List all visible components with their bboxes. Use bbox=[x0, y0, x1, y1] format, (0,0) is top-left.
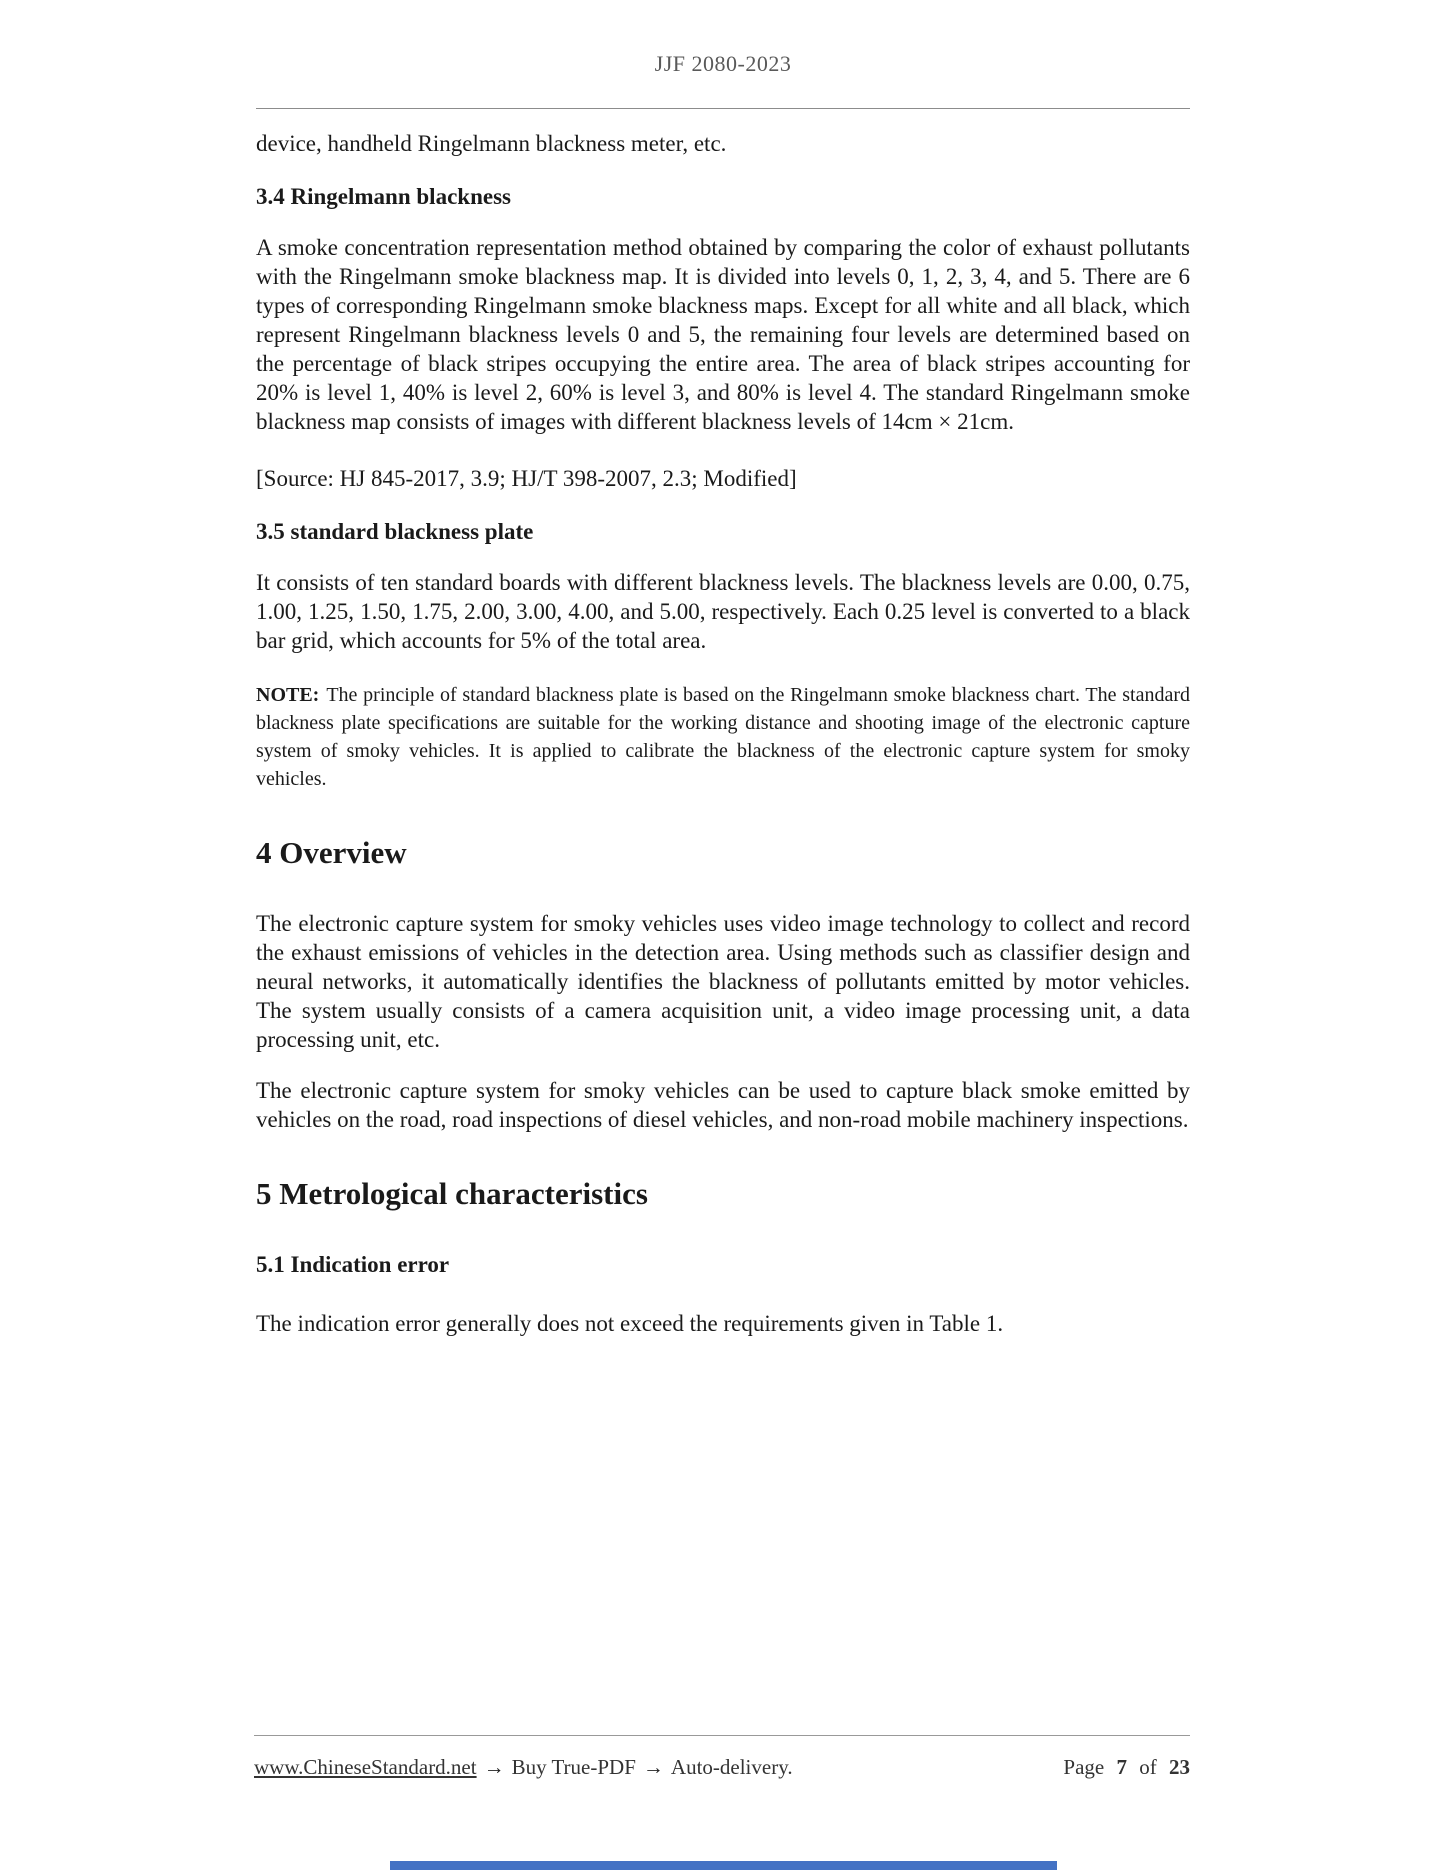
section-3-4-heading: 3.4 Ringelmann blackness bbox=[256, 184, 511, 209]
section-3-4-paragraph: A smoke concentration representation method obtained by comparing the color of exhaust pollutants with the Ringelmann smoke blackness map. It is divided into levels 0, 1, 2, 3, 4, and 5. There are 6 types of corresponding Ringelmann smoke blackness maps. Except for all white and all black, which represent Ringelmann blackness levels 0 and 5, the remaining four levels are determined based on the percentage of black stripes occupying the entire area. The area of black stripes accounting for 20% is level 1, 40% is level 2, 60% is level 3, and 80% is level 4. The standard Ringelmann smoke blackness map consists of images with different blackness levels of 14cm × 21cm. bbox=[256, 235, 1190, 434]
note-paragraph bbox=[256, 681, 1190, 793]
section-4-paragraph-2: The electronic capture system for smoky vehicles can be used to capture black smoke emitted by vehicles on the road, road inspections of diesel vehicles, and non-road mobile machinery inspections. bbox=[256, 1078, 1190, 1132]
bottom-accent-bar bbox=[390, 1861, 1057, 1870]
footer-rule bbox=[254, 1735, 1190, 1736]
section-4-heading: 4 Overview bbox=[256, 835, 407, 870]
source-reference-line: [Source: HJ 845-2017, 3.9; HJ/T 398-2007, 2.3; Modified] bbox=[256, 466, 797, 491]
arrow-right-icon: → bbox=[483, 1755, 505, 1779]
note-text: The principle of standard blackness plate is based on the Ringelmann smoke blackness chart. The standard blackness plate specifications are suitable for the working distance and shooting image of the electronic capture system of smoky vehicles. It is applied to calibrate the blackness of the electronic capture system for smoky vehicles. bbox=[256, 684, 1190, 790]
section-5-1-paragraph: The indication error generally does not exceed the requirements given in Table 1. bbox=[256, 1311, 1004, 1336]
section-3-5-heading: 3.5 standard blackness plate bbox=[256, 519, 534, 544]
of-word: of bbox=[1139, 1755, 1157, 1779]
page-footer bbox=[254, 1752, 1190, 1782]
total-page-number: 23 bbox=[1169, 1755, 1190, 1779]
note-label: NOTE: bbox=[256, 684, 320, 706]
section-5-1-heading: 5.1 Indication error bbox=[256, 1252, 450, 1277]
section-3-5-paragraph: It consists of ten standard boards with different blackness levels. The blackness levels are 0.00, 0.75, 1.00, 1.25, 1.50, 1.75, 2.00, 3.00, 4.00, and 5.00, respectively. Each 0.25 level is converted to a black bar grid, which accounts for 5% of the total area. bbox=[256, 570, 1190, 653]
current-page-number: 7 bbox=[1116, 1755, 1127, 1779]
footer-delivery-text: Auto-delivery. bbox=[670, 1755, 793, 1779]
page-word: Page bbox=[1063, 1755, 1105, 1779]
page-indicator bbox=[1063, 1752, 1190, 1782]
arrow-right-icon: → bbox=[642, 1755, 664, 1779]
footer-source-line bbox=[254, 1752, 793, 1782]
header-rule bbox=[256, 108, 1190, 109]
standard-code-header: JJF 2080-2023 bbox=[654, 51, 792, 76]
section-4-paragraph-1: The electronic capture system for smoky vehicles uses video image technology to collect and record the exhaust emissions of vehicles in the detection area. Using methods such as classifier design and neural networks, it automatically identifies the blackness of pollutants emitted by motor vehicles. The system usually consists of a camera acquisition unit, a video image processing unit, a data processing unit, etc. bbox=[256, 911, 1190, 1052]
footer-buy-text: Buy True-PDF bbox=[511, 1755, 636, 1779]
intro-paragraph: device, handheld Ringelmann blackness meter, etc. bbox=[256, 131, 727, 156]
page-content bbox=[256, 0, 1190, 1338]
section-5-heading: 5 Metrological characteristics bbox=[256, 1176, 648, 1211]
footer-site-link[interactable]: www.ChineseStandard.net bbox=[254, 1755, 477, 1779]
